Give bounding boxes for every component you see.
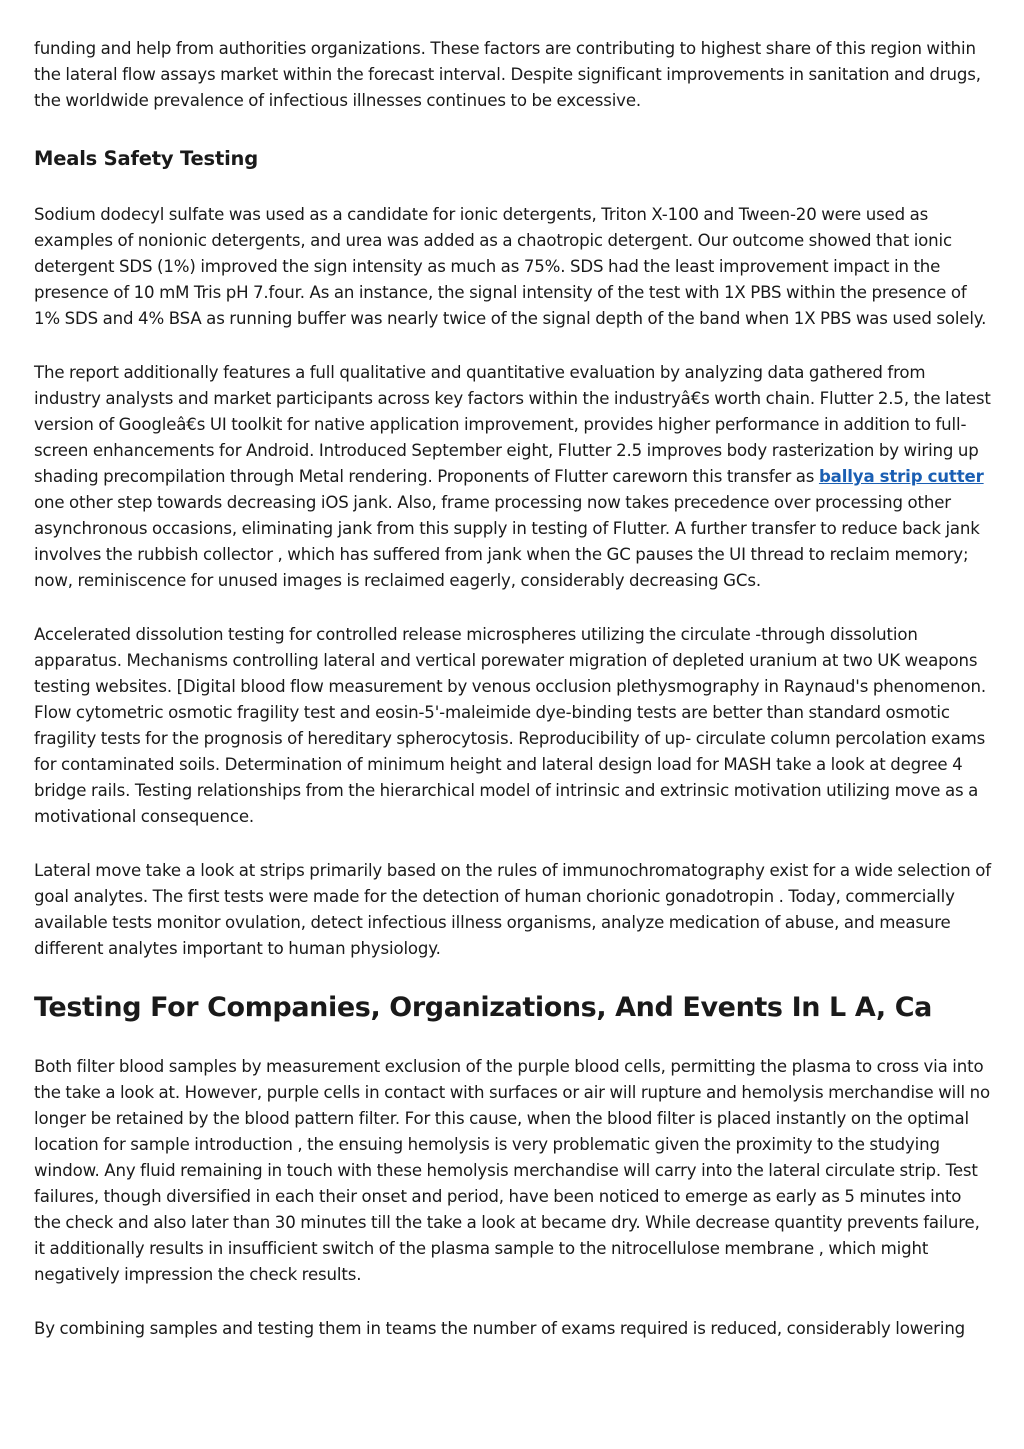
article-body <box>34 36 992 1342</box>
paragraph-dissolution-testing: Accelerated dissolution testing for controlled release microspheres utilizing the circulate -through dissolution apparatus. Mechanisms controlling lateral and vertical porewater migration of depleted uranium at two UK weapons testing websites. [Digital blood flow measurement by venous occlusion plethysmography in Raynaud's phenomenon. Flow cytometric osmotic fragility test and eosin-5'-maleimide dye-binding tests are better than standard osmotic fragility tests for the prognosis of hereditary spherocytosis. Reproducibility of up- circulate column percolation exams for contaminated soils. Determination of minimum height and lateral design load for MASH take a look at degree 4 bridge rails. Testing relationships from the hierarchical model of intrinsic and extrinsic motivation utilizing move as a motivational consequence. <box>34 625 986 826</box>
paragraph-blood-filter: Both filter blood samples by measurement exclusion of the purple blood cells, permitting the plasma to cross via into the take a look at. However, purple cells in contact with surfaces or air will rupture and hemolysis merchandise will no longer be retained by the blood pattern filter. For this cause, when the blood filter is placed instantly on the optimal location for sample introduction , the ensuing hemolysis is very problematic given the proximity to the studying window. Any fluid remaining in touch with these hemolysis merchandise will carry into the lateral circulate strip. Test failures, though diversified in each their onset and period, have been noticed to emerge as early as 5 minutes into the check and also later than 30 minutes till the take a look at became dry. While decrease quantity prevents failure, it additionally results in insufficient switch of the plasma sample to the nitrocellulose membrane , which might negatively impression the check results. <box>34 1057 990 1284</box>
paragraph-report-flutter <box>34 360 992 594</box>
ballya-strip-cutter-link[interactable]: ballya strip cutter <box>818 467 984 486</box>
paragraph-text-before-link: The report additionally features a full qualitative and quantitative evaluation by analyzing data gathered from industry analysts and market participants across key factors within the industryâ€⁣s worth chain. Flutter 2.5, the latest version of Googleâ€⁣s UI toolkit for native application improvement, provides higher performance in addition to full-screen enhancements for Android. Introduced September eight, Flutter 2.5 improves body rasterization by wiring up shading precompilation through Metal rendering. Proponents of Flutter careworn this transfer as <box>34 363 991 486</box>
heading-meals-safety-testing: Meals Safety Testing <box>34 147 258 170</box>
paragraph-lateral-move-strips: Lateral move take a look at strips primarily based on the rules of immunochromatography exist for a wide selection of goal analytes. The first tests were made for the detection of human chorionic gonadotropin . Today, commercially available tests monitor ovulation, detect infectious illness organisms, analyze medication of abuse, and measure different analytes important to human physiology. <box>34 861 991 958</box>
paragraph-funding: funding and help from authorities organizations. These factors are contributing to highest share of this region within the lateral flow assays market within the forecast interval. Despite significant improvements in sanitation and drugs, the worldwide prevalence of infectious illnesses continues to be excessive. <box>34 39 981 110</box>
paragraph-text-after-link: one other step towards decreasing iOS jank. Also, frame processing now takes precedence over processing other asynchronous occasions, eliminating jank from this supply in testing of Flutter. A further transfer to reduce back jank involves the rubbish collector , which has suffered from jank when the GC pauses the UI thread to reclaim memory; now, reminiscence for unused images is reclaimed eagerly, considerably decreasing GCs. <box>34 493 980 590</box>
paragraph-combining-samples: By combining samples and testing them in teams the number of exams required is reduced, considerably lowering <box>34 1319 966 1338</box>
paragraph-detergents: Sodium dodecyl sulfate was used as a candidate for ionic detergents, Triton X-100 and Tween-20 were used as examples of nonionic detergents, and urea was added as a chaotropic detergent. Our outcome showed that ionic detergent SDS (1%) improved the sign intensity as much as 75%. SDS had the least improvement impact in the presence of 10 mM Tris pH 7.four. As an instance, the signal intensity of the test with 1X PBS within the presence of 1% SDS and 4% BSA as running buffer was nearly twice of the signal depth of the band when 1X PBS was used solely. <box>34 205 987 328</box>
heading-testing-for-companies: Testing For Companies, Organizations, And Events In L A, Ca <box>34 992 932 1023</box>
